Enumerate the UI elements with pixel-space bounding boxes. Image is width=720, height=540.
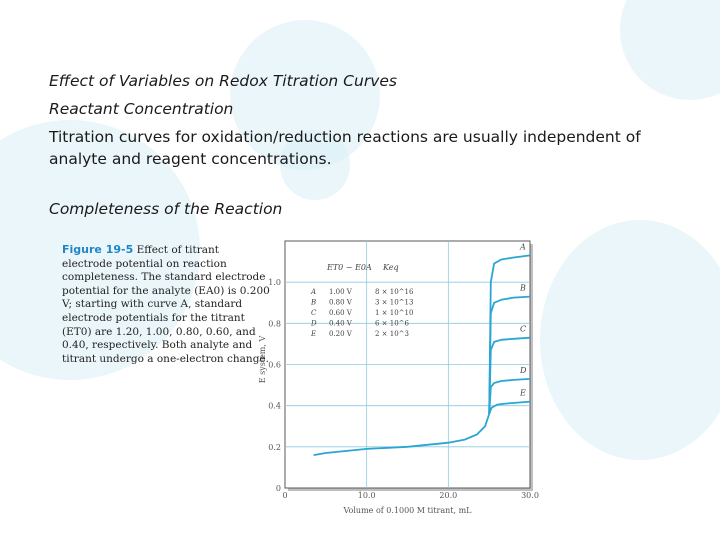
titration-chart bbox=[255, 236, 555, 526]
background-blob bbox=[620, 0, 720, 100]
background-blob bbox=[540, 220, 720, 460]
figure-caption-text: Effect of titrant electrode potential on reaction completeness. The standard electrode potential for the analyte (EA0) is 0.200 V; starting with curve A, standard electrode potentials for the titrant (ET0) are 1.20, 1.00, 0.80, 0.60, and 0.40, respectively. Both analyte and titrant undergo a one-electron change. bbox=[62, 244, 270, 365]
figure-caption bbox=[62, 243, 272, 366]
x-axis-title: Volume of 0.1000 M titrant, mL bbox=[343, 506, 472, 515]
y-tick-label: 0 bbox=[275, 484, 281, 493]
curve-label-d: D bbox=[520, 365, 527, 375]
legend-row-diff: 1.00 V bbox=[329, 288, 352, 296]
slide-subtitle: Reactant Concentration bbox=[49, 100, 234, 118]
legend-row-diff: 0.40 V bbox=[329, 319, 352, 328]
curve-label-b: B bbox=[520, 283, 526, 293]
y-tick-label: 1.0 bbox=[268, 278, 281, 288]
x-tick-label: 0 bbox=[282, 491, 288, 500]
section-heading: Completeness of the Reaction bbox=[49, 200, 283, 218]
figure-label: Figure 19-5 bbox=[62, 243, 134, 256]
legend-header-keq: Keq bbox=[383, 263, 399, 272]
legend-row-curve: D bbox=[311, 319, 317, 328]
legend-row-curve: E bbox=[311, 330, 317, 338]
slide-title: Effect of Variables on Redox Titration Curves bbox=[49, 72, 397, 90]
legend-row-keq: 8 × 10^16 bbox=[375, 288, 414, 296]
slide-body-text: Titration curves for oxidation/reduction reactions are usually independent of analyte and reagent concentrations. bbox=[49, 128, 641, 168]
chart-svg bbox=[255, 236, 555, 526]
legend-row-curve: B bbox=[311, 298, 317, 307]
legend-row-curve: C bbox=[311, 309, 317, 317]
legend-row-keq: 2 × 10^3 bbox=[375, 330, 409, 338]
legend-row-diff: 0.20 V bbox=[329, 330, 352, 338]
y-axis-title: E system, V bbox=[258, 335, 267, 384]
legend-row-diff: 0.60 V bbox=[329, 309, 352, 317]
legend-row-keq: 6 × 10^6 bbox=[375, 319, 409, 328]
legend-row-curve: A bbox=[311, 288, 317, 296]
y-tick-label: 0.4 bbox=[268, 401, 281, 411]
curve-label-c: C bbox=[520, 324, 527, 334]
y-tick-label: 0.8 bbox=[268, 319, 281, 329]
x-tick-label: 30.0 bbox=[521, 491, 539, 500]
legend-header-diff: ET0 − E0A bbox=[327, 263, 372, 272]
x-tick-label: 10.0 bbox=[357, 491, 376, 500]
y-tick-label: 0.2 bbox=[268, 442, 281, 452]
y-tick-label: 0.6 bbox=[268, 360, 281, 370]
legend-row-keq: 3 × 10^13 bbox=[375, 298, 414, 307]
legend-row-diff: 0.80 V bbox=[329, 298, 352, 307]
legend-row-keq: 1 × 10^10 bbox=[375, 309, 414, 317]
curve-label-a: A bbox=[520, 242, 526, 252]
x-tick-label: 20.0 bbox=[439, 491, 458, 500]
curve-label-e: E bbox=[520, 388, 526, 398]
